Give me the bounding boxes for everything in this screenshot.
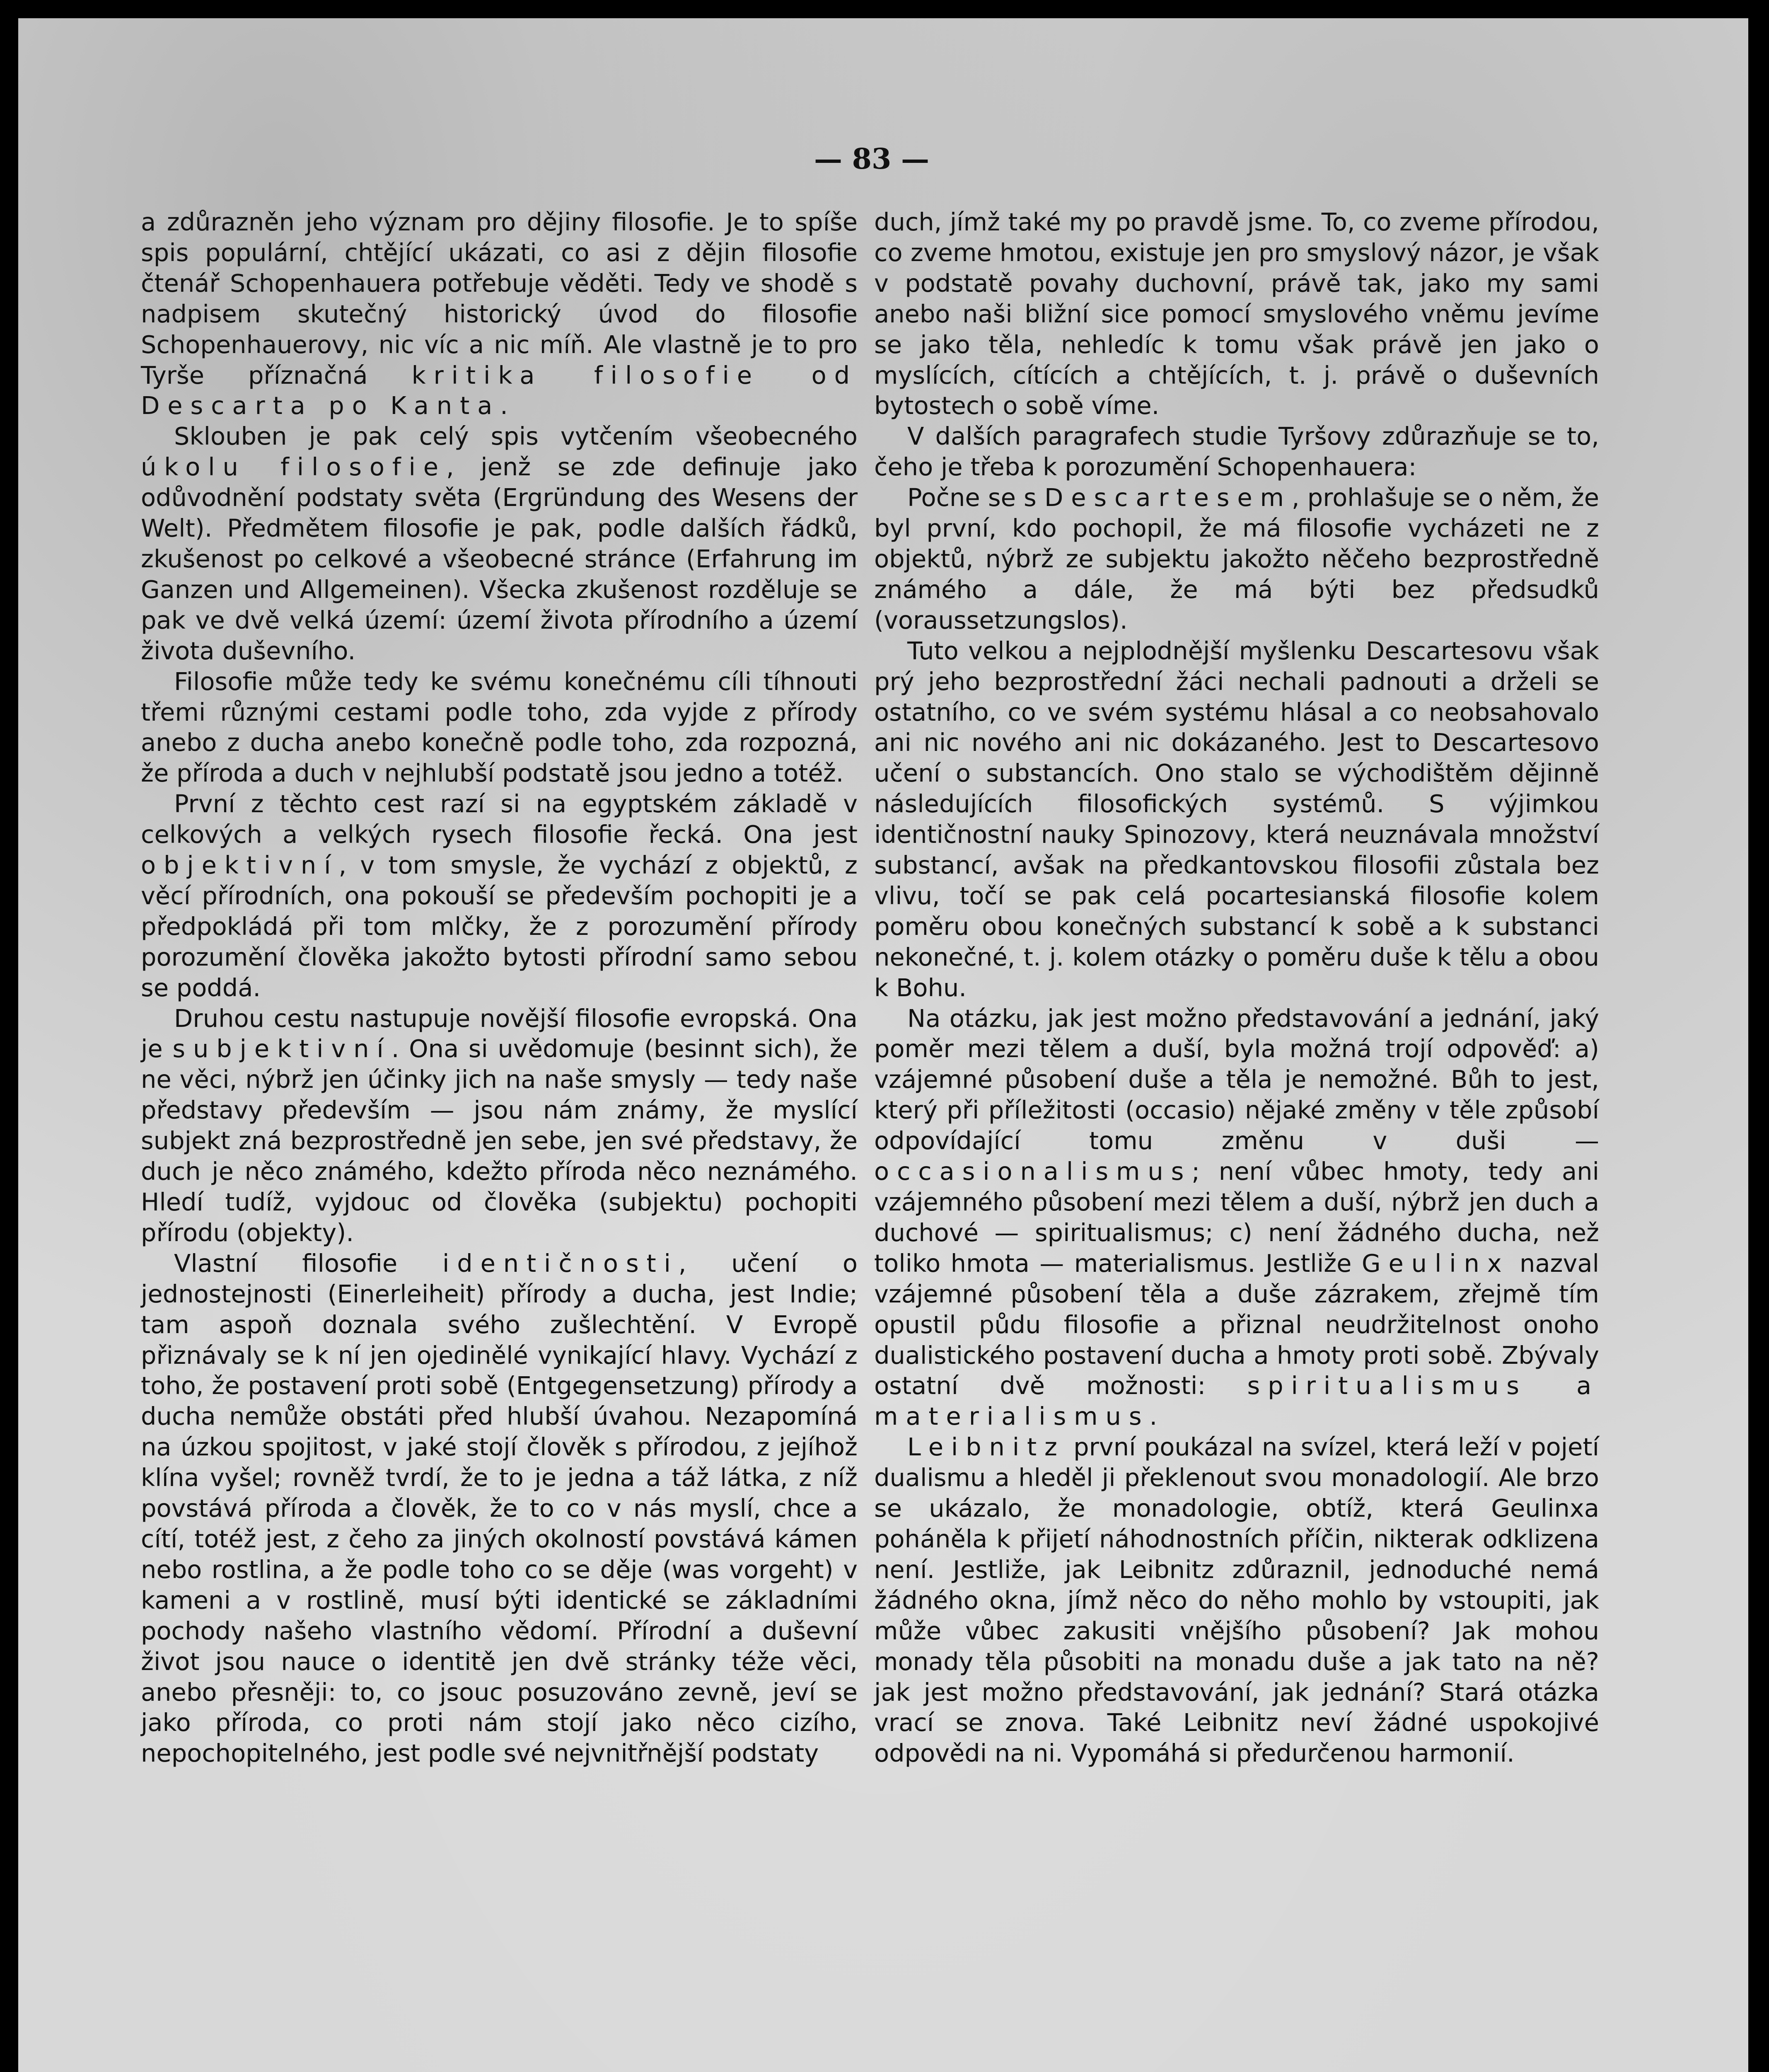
paragraph — [874, 482, 1599, 636]
text-run: , jenž se zde definuje jako odůvodnění podstaty světa (Ergründung des Wesens der Welt). Předmětem filosofie je pak, podle dalších řádků, zkušenost po celkové a všeobecné stránce (Erfahrung im Ganzen und Allgemeinen). Všecka zkušenost rozděluje se pak ve dvě velká území: území života přírodního a území života duševního. — [141, 453, 858, 665]
text-run: Počne se s — [907, 483, 1044, 512]
text-run: duch, jímž také my po pravdě jsme. To, co zveme přírodou, co zveme hmotou, existuje jen pro smyslový názor, je však v podstatě povahy duchovní, právě tak, jako my sami anebo naši bližní sice pomocí smyslového vněmu jevíme se jako těla, nehledíc k tomu však právě jen jako o myslících, cítících a chtějících, t. j. právě o duševních bytostech o sobě víme. — [874, 208, 1599, 420]
text-run: první poukázal na svízel, která leží v pojetí dualismu a hleděl ji překlenout svou monadologií. Ale brzo se ukázalo, že monadologie, obtíž, která Geulinxa poháněla k přijetí náhodnostních příčin, nikterak odklizena není. Jestliže, jak Leibnitz zdůraznil, jednoduché nemá žádného okna, jímž něco do něho mohlo by vstoupiti, jak může vůbec zakusiti vnějšího působení? Jak mohou monady těla působiti na monadu duše a jak tato na ně? jak jest možno představování, jak jednání? Stará otázka vrací se znova. Také Leibnitz neví žádné uspokojivé odpovědi na ni. Vypomáhá si předurčenou harmonií. — [874, 1433, 1599, 1768]
paragraph — [141, 421, 858, 666]
spaced-emphasis: objektivní — [141, 851, 339, 880]
paragraph — [874, 1003, 1599, 1432]
spaced-emphasis: identičnosti — [442, 1249, 679, 1278]
paragraph — [141, 207, 858, 421]
text-run: Tuto velkou a nejplodnější myšlenku Descartesovu však prý jeho bezprostřední žáci nechali padnouti a drželi se ostatního, co ve svém systému hlásal a co neobsahovalo ani nic nového ani nic dokázaného. Jest to Descartesovo učení o substancích. Ono stalo se východištěm dějinně následujících filosofických systémů. S výjimkou identičnostní nauky Spinozovy, která neuznávala množství substancí, avšak na předkantovskou filosofii zůstala bez vlivu, točí se pak celá pocartesianská filosofie kolem poměru obou konečných substancí k sobě a k substanci nekonečné, t. j. kolem otázky o poměru duše k tělu a obou k Bohu. — [874, 636, 1599, 1002]
paragraph — [141, 1248, 858, 1769]
spaced-emphasis: úkolu filosofie — [141, 453, 446, 482]
right-column — [874, 207, 1599, 1769]
spaced-emphasis: Descartesem — [1044, 483, 1292, 512]
page-number: — 83 — — [814, 143, 929, 176]
text-run: První z těchto cest razí si na egyptském základě v celkových a velkých rysech filosofie řecká. Ona jest — [141, 789, 858, 849]
left-column — [141, 207, 858, 1769]
spaced-emphasis: Leibnitz — [907, 1433, 1065, 1462]
text-run: Druhou cestu nastupuje novější filosofie evropská. Ona je — [141, 1004, 858, 1063]
spaced-emphasis: subjektivní — [172, 1034, 392, 1063]
text-run: . — [1149, 1402, 1158, 1431]
text-run: , v tom smysle, že vychází z objektů, z věcí přírodních, ona pokouší se především pochopiti je a předpokládá při tom mlčky, že z porozumění přírody porozumění člověka jakožto bytosti přírodní samo sebou se poddá. — [141, 851, 858, 1002]
text-run: Na otázku, jak jest možno představování a jednání, jaký poměr mezi tělem a duší, byla možná trojí odpověď: a) vzájemné působení duše a těla je nemožné. Bůh to jest, který při příležitosti (occasio) nějaké změny v těle způsobí odpovídající tomu změnu v duši — — [874, 1004, 1599, 1155]
text-run: nazval vzájemné působení těla a duše zázrakem, zřejmě tím opustil půdu filosofie a přiznal neudržitelnost onoho dualistického postavení ducha a hmoty proti sobě. Zbývaly ostatní dvě možnosti: — [874, 1249, 1599, 1400]
paragraph — [874, 207, 1599, 421]
paragraph — [874, 421, 1599, 482]
scanned-page — [18, 18, 1748, 2072]
spaced-emphasis: Geulinx — [1361, 1249, 1510, 1278]
spaced-emphasis: kritika filosofie od Descarta po Kanta — [141, 361, 858, 420]
spaced-emphasis: occasionalismus — [874, 1157, 1192, 1186]
paragraph — [874, 1432, 1599, 1769]
paragraph — [141, 666, 858, 789]
spaced-emphasis: spiritualismus a materialismus — [874, 1371, 1599, 1431]
text-run: . Ona si uvědomuje (besinnt sich), že ne věci, nýbrž jen účinky jich na naše smysly — tedy naše představy především — jsou nám známy, že myslící subjekt zná bezprostředně jen sebe, jen své představy, že duch je něco známého, kdežto příroda něco neznámého. Hledí tudíž, vyjdouc od člověka (subjektu) pochopiti přírodu (objekty). — [141, 1034, 858, 1247]
text-run: Sklouben je pak celý spis vytčením všeobecného — [174, 422, 858, 451]
paragraph — [141, 789, 858, 1003]
text-run: . — [500, 391, 508, 420]
text-run: ; není vůbec hmoty, tedy ani vzájemného působení mezi tělem a duší, nýbrž jen duch a duchové — spiritualismus; c) není žádného ducha, než toliko hmota — materialismus. Jestliže — [874, 1157, 1599, 1278]
text-run: , učení o jednostejnosti (Einerleiheit) přírody a ducha, jest Indie; tam aspoň doznala svého zušlechtění. V Evropě přiznávaly se k ní jen ojedinělé vynikající hlavy. Vychází z toho, že postavení proti sobě (Entgegensetzung) přírody a ducha nemůže obstáti před hlubší úvahou. Nezapomíná na úzkou spojitost, v jaké stojí člověk s přírodou, z jejíhož klína vyšel; rovněž tvrdí, že to je jedna a táž látka, z níž povstává příroda a člověk, že to co v nás myslí, chce a cítí, totéž jest, z čeho za jiných okolností povstává kámen nebo rostlina, a že podle toho co se děje (was vorgeht) v kameni a v rostlině, musí býti identické se základními pochody našeho vlastního vědomí. Přírodní a duševní život jsou nauce o identitě jen dvě stránky téže věci, anebo přesněji: to, co jsouc posuzováno zevně, jeví se jako příroda, co proti nám stojí jako něco cizího, nepochopitelného, jest podle své nejvnitřnější podstaty — [141, 1249, 858, 1768]
paragraph — [141, 1003, 858, 1248]
text-run: , prohlašuje se o něm, že byl první, kdo pochopil, že má filosofie vycházeti ne z objektů, nýbrž ze subjektu jakožto něčeho bezprostředně známého a dále, že má býti bez předsudků (voraussetzungslos). — [874, 483, 1599, 634]
text-run: V dalších paragrafech studie Tyršovy zdůrazňuje se to, čeho je třeba k porozumění Schopenhauera: — [874, 422, 1599, 482]
text-run: Filosofie může tedy ke svému konečnému cíli tíhnouti třemi různými cestami podle toho, zda vyjde z přírody anebo z ducha anebo konečně podle toho, zda rozpozná, že příroda a duch v nejhlubší podstatě jsou jedno a totéž. — [141, 667, 858, 788]
text-run: a zdůrazněn jeho význam pro dějiny filosofie. Je to spíše spis populární, chtějící ukázati, co asi z dějin filosofie čtenář Schopenhauera potřebuje věděti. Tedy ve shodě s nadpisem skutečný historický úvod do filosofie Schopenhauerovy, nic víc a nic míň. Ale vlastně je to pro Tyrše příznačná — [141, 208, 858, 390]
paragraph — [874, 636, 1599, 1003]
text-run: Vlastní filosofie — [174, 1249, 442, 1278]
